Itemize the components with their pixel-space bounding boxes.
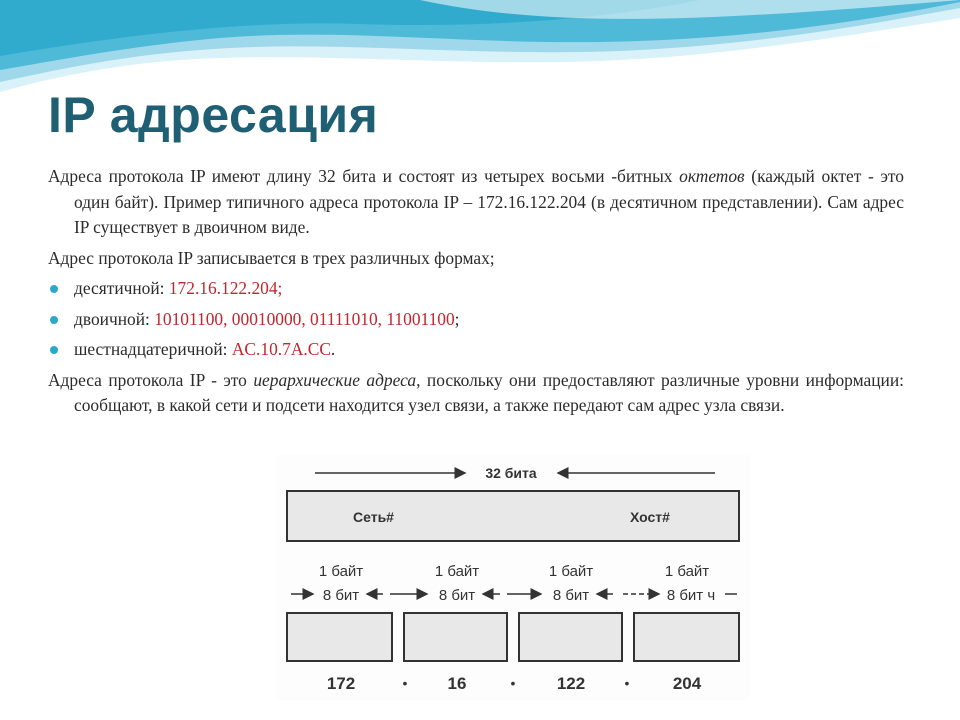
bits-label: 8 бит ч [666,587,716,604]
paragraph-ip-length [48,164,904,241]
octet-separator: • [510,675,516,691]
italic-term-octets: октетов [679,166,745,186]
octet-value: 16 [447,674,467,693]
italic-term-hierarchical: иерархические адреса, [253,369,421,390]
paragraph-text: Адреса протокола IP имеют длину 32 бита и состоят из четырех восьми -битных [48,166,680,186]
paragraph-text: Адреса протокола IP - это [48,369,254,390]
bullet-item-decimal [48,276,904,302]
bits-label: 8 бит [438,587,476,604]
diagram-svg [275,455,750,700]
ip-structure-diagram [275,455,750,700]
bullet-icon [50,285,58,293]
host-label: Хост# [630,509,670,525]
network-label: Сеть# [353,509,394,525]
byte-label: 1 байт [318,563,364,580]
octet-separator: • [624,675,630,691]
bits-label: 8 бит [322,587,360,604]
octet-box [519,613,622,661]
byte-label: 1 байт [548,563,594,580]
bullet-label: шестнадцатеричной: [74,339,232,359]
octet-value: 204 [672,674,702,693]
bullet-item-hex [48,337,904,363]
bullet-value: 172.16.122.204; [168,278,283,298]
octet-box [287,613,392,661]
bullet-suffix: . [330,339,336,359]
bullet-suffix: ; [454,308,460,329]
bullet-label: десятичной: [74,278,169,298]
total-bits-label: 32 бита [485,465,537,481]
bullet-value: AC.10.7A.CC [231,339,331,359]
bullet-icon [50,316,58,324]
page-title: IP адресация [48,87,379,143]
paragraph-forms-intro: Адрес протокола IP записывается в трех различных формах; [48,247,495,268]
octet-value: 172 [326,674,356,693]
bullet-item-binary [48,307,904,333]
bullet-icon [50,346,58,354]
octet-box [634,613,739,661]
paragraph-hierarchical [48,368,904,419]
octet-value: 122 [556,674,586,693]
byte-label: 1 байт [434,563,480,580]
octet-box [404,613,507,661]
bits-label: 8 бит [552,587,590,604]
paragraph-text: (каждый октет - это один байт). Пример типичного адреса протокола IP – 172.16.122.204 (в десятичном представлении). Сам адрес IP существует в двоичном виде. [74,166,904,237]
bullet-label: двоичной: [74,308,155,329]
octet-separator: • [402,675,408,691]
slide-content [48,164,904,424]
paragraph-text: поскольку они предоставляют различные уровни информации: сообщают, в какой сети и подсети находится узел связи, а также передают сам адрес узла связи. [74,369,904,415]
bullet-value: 10101100, 00010000, 01111010, 11001100 [154,308,455,329]
byte-label: 1 байт [664,563,710,580]
